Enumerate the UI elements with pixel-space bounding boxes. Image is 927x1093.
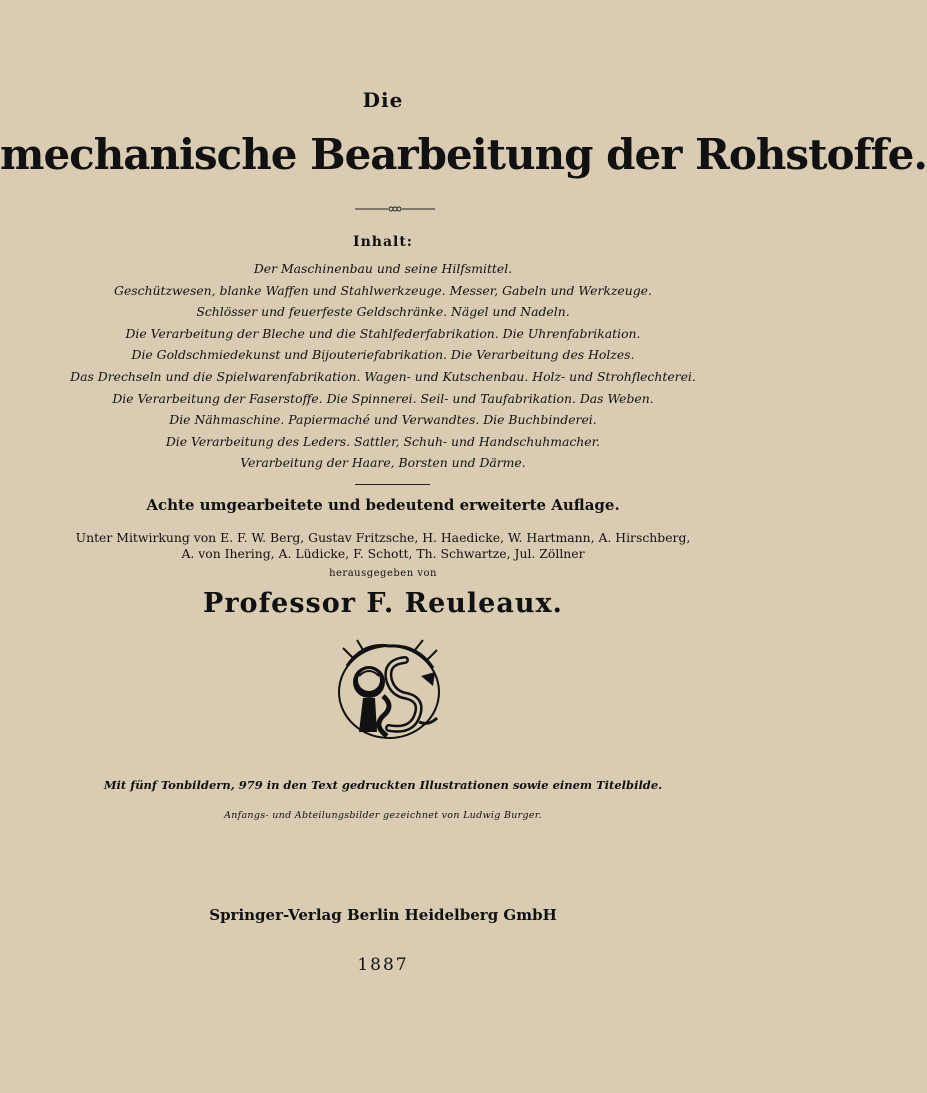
contents-line: Die Goldschmiedekunst und Bijouteriefabrikation. Die Verarbeitung des Holzes. <box>131 347 635 363</box>
collaborators-line: A. von Ihering, A. Lüdicke, F. Schott, Th. Schwartze, Jul. Zöllner <box>181 546 585 561</box>
contents-line: Der Maschinenbau und seine Hilfsmittel. <box>253 261 513 276</box>
contents-line: Geschützwesen, blanke Waffen und Stahlwerkzeuge. Messer, Gabeln und Werkzeuge. <box>114 282 652 298</box>
editor-name: Professor F. Reuleaux. <box>203 588 563 619</box>
illustrations-note: Mit fünf Tonbildern, 979 in den Text gedruckten Illustrationen sowie einem Titelbilde. <box>103 778 663 792</box>
pre-title: Die <box>362 88 404 112</box>
contents-line: Die Verarbeitung des Leders. Sattler, Schuh- und Handschuhmacher. <box>165 433 601 449</box>
editor-label: herausgegeben von <box>329 568 437 579</box>
contents-label: Inhalt: <box>353 234 413 250</box>
contents-line: Die Verarbeitung der Bleche und die Stahlfederfabrikation. Die Uhrenfabrikation. <box>125 325 641 341</box>
ornament-divider-icon <box>355 202 435 216</box>
contents-line: Schlösser und feuerfeste Geldschränke. Nägel und Nadeln. <box>196 304 570 320</box>
contents-line: Verarbeitung der Haare, Borsten und Därme. <box>240 455 526 471</box>
divider-rule <box>355 484 430 485</box>
contents-line: Die Verarbeitung der Faserstoffe. Die Spinnerei. Seil- und Taufabrikation. Das Weben. <box>112 390 654 406</box>
springer-emblem-icon <box>333 636 445 744</box>
drawings-credit: Anfangs- und Abteilungsbilder gezeichnet von Ludwig Burger. <box>224 810 542 821</box>
contents-line: Die Nähmaschine. Papiermaché und Verwandtes. Die Buchbinderei. <box>169 412 597 428</box>
main-title: mechanische Bearbeitung der Rohstoffe. <box>0 130 927 179</box>
collaborators-line: Unter Mitwirkung von E. F. W. Berg, Gustav Fritzsche, H. Haedicke, W. Hartmann, A. Hirschberg, <box>75 530 691 545</box>
publisher-name: Springer-Verlag Berlin Heidelberg GmbH <box>209 906 557 924</box>
edition-note: Achte umgearbeitete und bedeutend erweiterte Auflage. <box>146 496 620 514</box>
contents-list <box>0 258 766 474</box>
contents-line: Das Drechseln und die Spielwarenfabrikation. Wagen- und Kutschenbau. Holz- und Strohflechterei. <box>70 368 696 384</box>
collaborators <box>0 530 766 562</box>
publication-year: 1887 <box>357 955 409 975</box>
